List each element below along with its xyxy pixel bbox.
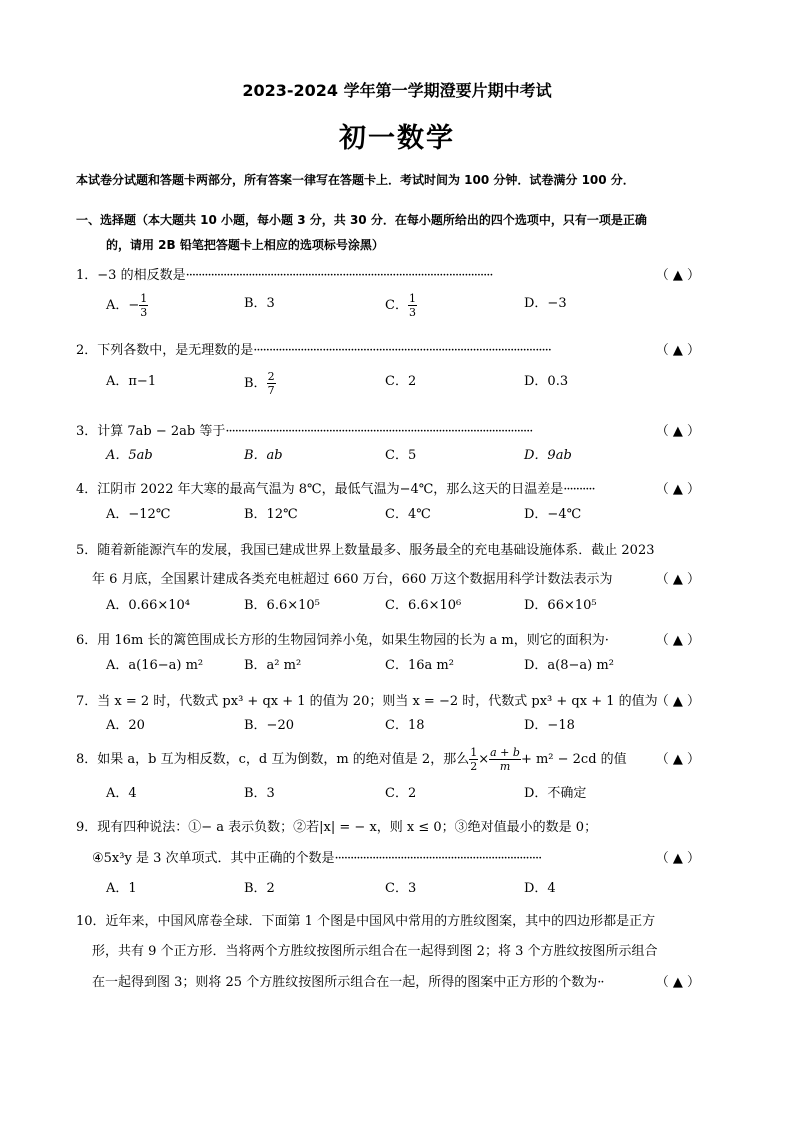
question-6 <box>76 629 700 648</box>
option-b: B．−20 <box>244 718 294 733</box>
option-a: A．20 <box>106 718 145 733</box>
option-c: C．6.6×10⁶ <box>385 598 462 613</box>
option-c: C．18 <box>385 718 425 733</box>
answer-marker: （ ▲ ） <box>655 694 700 709</box>
answer-marker: （ ▲ ） <box>655 851 700 866</box>
option-d: D．−4℃ <box>524 507 582 522</box>
option-b: B．2 <box>244 881 275 896</box>
answer-marker: （ ▲ ） <box>655 343 700 358</box>
fraction: $\frac{1}{3}$ <box>140 292 148 319</box>
question-7-text: 7．当 x = 2 时，代数式 px³ + qx + 1 的值为 20；则当 x = −2 时，代数式 px³ + qx + 1 的值为 <box>76 694 658 709</box>
leader-dots: ······························································································· <box>253 343 551 358</box>
question-8-text: 8．如果 a，b 互为相反数，c，d 互为倒数，m 的绝对值是 2，那么 <box>76 752 470 767</box>
question-1-text: 1．−3 的相反数是 <box>76 268 186 283</box>
option-a: A．π−1 <box>106 374 157 389</box>
question-4 <box>76 478 700 497</box>
leader-dots: ·································································································· <box>185 268 493 283</box>
question-10-line3: 在一起得到图 3；则将 25 个方胜纹按图所示组合在一起，所得的图案中正方形的个数为 <box>92 975 598 990</box>
option-c: C．5 <box>385 448 417 463</box>
option-c: C．2 <box>385 374 417 389</box>
option-b: B．6.6×10⁵ <box>244 598 320 613</box>
option-d: D．0.3 <box>524 374 569 389</box>
option-a: A．−12℃ <box>106 507 171 522</box>
option-b: B．12℃ <box>244 507 298 522</box>
question-3 <box>76 420 700 439</box>
question-9 <box>76 847 700 866</box>
leader-dots: ·································································· <box>334 851 542 866</box>
option-a: A．5ab <box>106 448 153 463</box>
option-d: D．−3 <box>524 296 567 311</box>
answer-marker: （ ▲ ） <box>655 482 700 497</box>
question-9-line2: ④5x³y 是 3 次单项式．其中正确的个数是 <box>92 851 335 866</box>
option-d: D．a(8−a) m² <box>524 658 614 673</box>
fraction: $\frac{1}{2}$ <box>470 746 478 773</box>
option-b: B．3 <box>244 296 275 311</box>
question-10-line1: 10．近年来，中国风席卷全球．下面第 1 个图是中国风中常用的方胜纹图案，其中的四边形都是正方 <box>76 914 656 929</box>
option-c: C． $\frac{1}{3}$ <box>385 292 416 319</box>
question-5-options <box>106 594 696 614</box>
option-d: D．不确定 <box>524 786 587 801</box>
option-b: B．3 <box>244 786 275 801</box>
question-8-options <box>106 782 696 802</box>
section-heading-line1: 一、选择题（本大题共 10 小题，每小题 3 分，共 30 分．在每小题所给出的四个选项中，只有一项是正确 <box>76 213 647 227</box>
leader-dots: ·· <box>597 975 604 990</box>
answer-marker: （ ▲ ） <box>655 268 700 283</box>
exam-subject: 初一数学 <box>339 123 455 154</box>
times-sign: × <box>478 752 490 767</box>
question-6-options <box>106 654 696 674</box>
option-d: D．9ab <box>524 448 572 463</box>
question-1 <box>76 264 700 283</box>
question-2-text: 2．下列各数中，是无理数的是 <box>76 343 254 358</box>
option-d: D．66×10⁵ <box>524 598 597 613</box>
question-4-options <box>106 503 696 523</box>
option-c: C．16a m² <box>385 658 454 673</box>
option-b: B．a² m² <box>244 658 302 673</box>
leader-dots: ·································································································· <box>225 424 533 439</box>
question-5-line2: 年 6 月底，全国累计建成各类充电桩超过 660 万台，660 万这个数据用科学计数法表示为 <box>92 572 613 587</box>
answer-marker: （ ▲ ） <box>655 752 700 767</box>
fraction: $\frac{a + b}{m}$ <box>490 746 520 773</box>
option-a: A．− $\frac{1}{3}$ <box>106 292 148 319</box>
section-heading <box>76 208 726 258</box>
answer-marker: （ ▲ ） <box>655 424 700 439</box>
option-a: A．1 <box>106 881 137 896</box>
option-c: C．2 <box>385 786 417 801</box>
question-1-options <box>106 292 696 319</box>
question-10-line2: 形，共有 9 个正方形．当将两个方胜纹按图所示组合在一起得到图 2；将 3 个方胜纹按图所示组合 <box>92 944 658 959</box>
fraction: $\frac{2}{7}$ <box>267 370 275 397</box>
option-a: A．0.66×10⁴ <box>106 598 190 613</box>
option-d: D．−18 <box>524 718 575 733</box>
answer-marker: （ ▲ ） <box>655 975 700 990</box>
question-5 <box>76 568 700 587</box>
exam-title: 2023-2024 学年第一学期澄要片期中考试 <box>242 81 552 100</box>
question-8 <box>76 745 700 779</box>
option-c: C．4℃ <box>385 507 431 522</box>
question-4-text: 4．江阴市 2022 年大寒的最高气温为 8℃，最低气温为−4℃，那么这天的日温差是 <box>76 482 564 497</box>
option-b: B．ab <box>244 448 283 463</box>
question-3-text: 3．计算 7ab − 2ab 等于 <box>76 424 226 439</box>
option-c: C．3 <box>385 881 417 896</box>
exam-instructions: 本试卷分试题和答题卡两部分，所有答案一律写在答题卡上．考试时间为 100 分钟．试卷满分 100 分． <box>76 173 635 187</box>
answer-marker: （ ▲ ） <box>655 633 700 648</box>
question-6-text: 6．用 16m 长的篱笆围成长方形的生物园饲养小兔，如果生物园的长为 a m，则它的面积为 <box>76 633 605 648</box>
question-9-options <box>106 877 696 897</box>
leader-dots: · <box>604 633 608 648</box>
question-7 <box>76 690 700 709</box>
leader-dots: ·········· <box>563 482 595 497</box>
question-7-options <box>106 714 696 734</box>
question-10 <box>76 971 700 990</box>
question-2 <box>76 339 700 358</box>
question-2-options <box>106 370 696 397</box>
option-d: D．4 <box>524 881 556 896</box>
section-heading-line2: 的，请用 2B 铅笔把答题卡上相应的选项标号涂黑） <box>106 238 384 252</box>
question-3-options <box>106 444 696 464</box>
option-a: A．a(16−a) m² <box>106 658 204 673</box>
option-b: B． $\frac{2}{7}$ <box>244 370 275 397</box>
question-8-text-post: + m² − 2cd 的值 <box>520 752 627 767</box>
answer-marker: （ ▲ ） <box>655 572 700 587</box>
question-5-line1: 5．随着新能源汽车的发展，我国已建成世界上数量最多、服务最全的充电基础设施体系．截止 2023 <box>76 543 655 558</box>
question-9-line1: 9．现有四种说法：①− a 表示负数；②若|x| = − x，则 x ≤ 0；③绝对值最小的数是 0； <box>76 820 598 835</box>
option-a: A．4 <box>106 786 137 801</box>
fraction: $\frac{1}{3}$ <box>408 292 416 319</box>
